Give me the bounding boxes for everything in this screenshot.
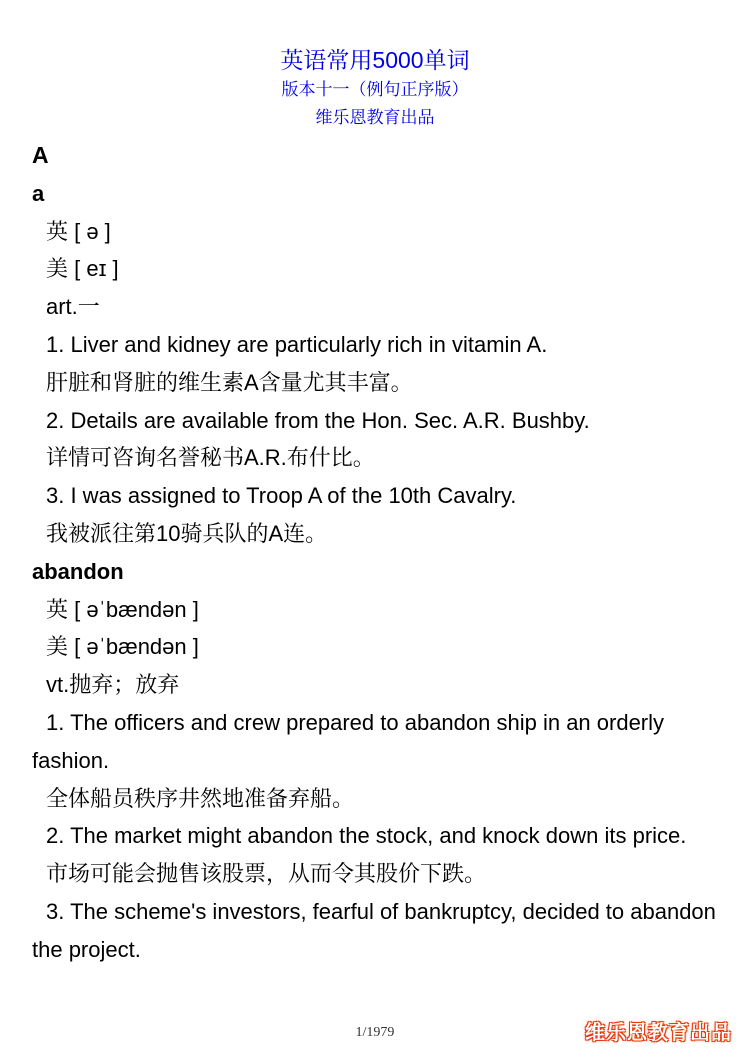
entry-part-of-speech: vt.抛弃；放弃 (46, 672, 180, 698)
entry-us-pron: 美 [ əˈbændən ] (46, 634, 199, 660)
example-en (32, 817, 722, 855)
document-header (0, 44, 750, 132)
example-en-text: 3. The scheme's investors, fearful of bankruptcy, decided to abandon the project. (32, 898, 716, 962)
page-number: 1/1979 (355, 1025, 395, 1040)
example-en: 2. Details are available from the Hon. Sec. A.R. Bushby. (46, 407, 590, 433)
example-en-text: 1. The officers and crew prepared to abandon ship in an orderly fashion. (32, 709, 665, 773)
example-en-text: 2. The market might abandon the stock, and knock down its price. (46, 823, 687, 849)
example-en (32, 704, 722, 780)
dictionary-content (32, 137, 722, 969)
example-zh: 肝脏和肾脏的维生素A含量尤其丰富。 (46, 369, 413, 395)
entry-word-a: a (32, 180, 45, 206)
document-publisher: 维乐恩教育出品 (315, 108, 435, 127)
entry-uk-pron: 英 [ əˈbændən ] (46, 596, 199, 622)
example-en: 1. Liver and kidney are particularly rich in vitamin A. (46, 331, 548, 357)
entry-word-abandon: abandon (32, 558, 124, 584)
section-letter: A (32, 142, 49, 168)
example-zh: 市场可能会抛售该股票，从而令其股价下跌。 (46, 861, 487, 887)
publisher-watermark: 维乐恩教育出品 (585, 1020, 732, 1044)
document-title: 英语常用5000单词 (280, 47, 470, 73)
example-zh: 详情可咨询名誉秘书A.R.布什比。 (46, 445, 375, 471)
example-en (32, 893, 722, 969)
document-subtitle: 版本十一（例句正序版） (281, 80, 469, 99)
entry-part-of-speech: art.一 (46, 294, 100, 320)
entry-uk-pron: 英 [ ə ] (46, 218, 111, 244)
example-zh: 全体船员秩序井然地准备弃船。 (46, 785, 355, 811)
example-zh: 我被派往第10骑兵队的A连。 (46, 520, 328, 546)
example-en: 3. I was assigned to Troop A of the 10th Cavalry. (46, 483, 517, 509)
entry-us-pron: 美 [ eɪ ] (46, 256, 119, 282)
